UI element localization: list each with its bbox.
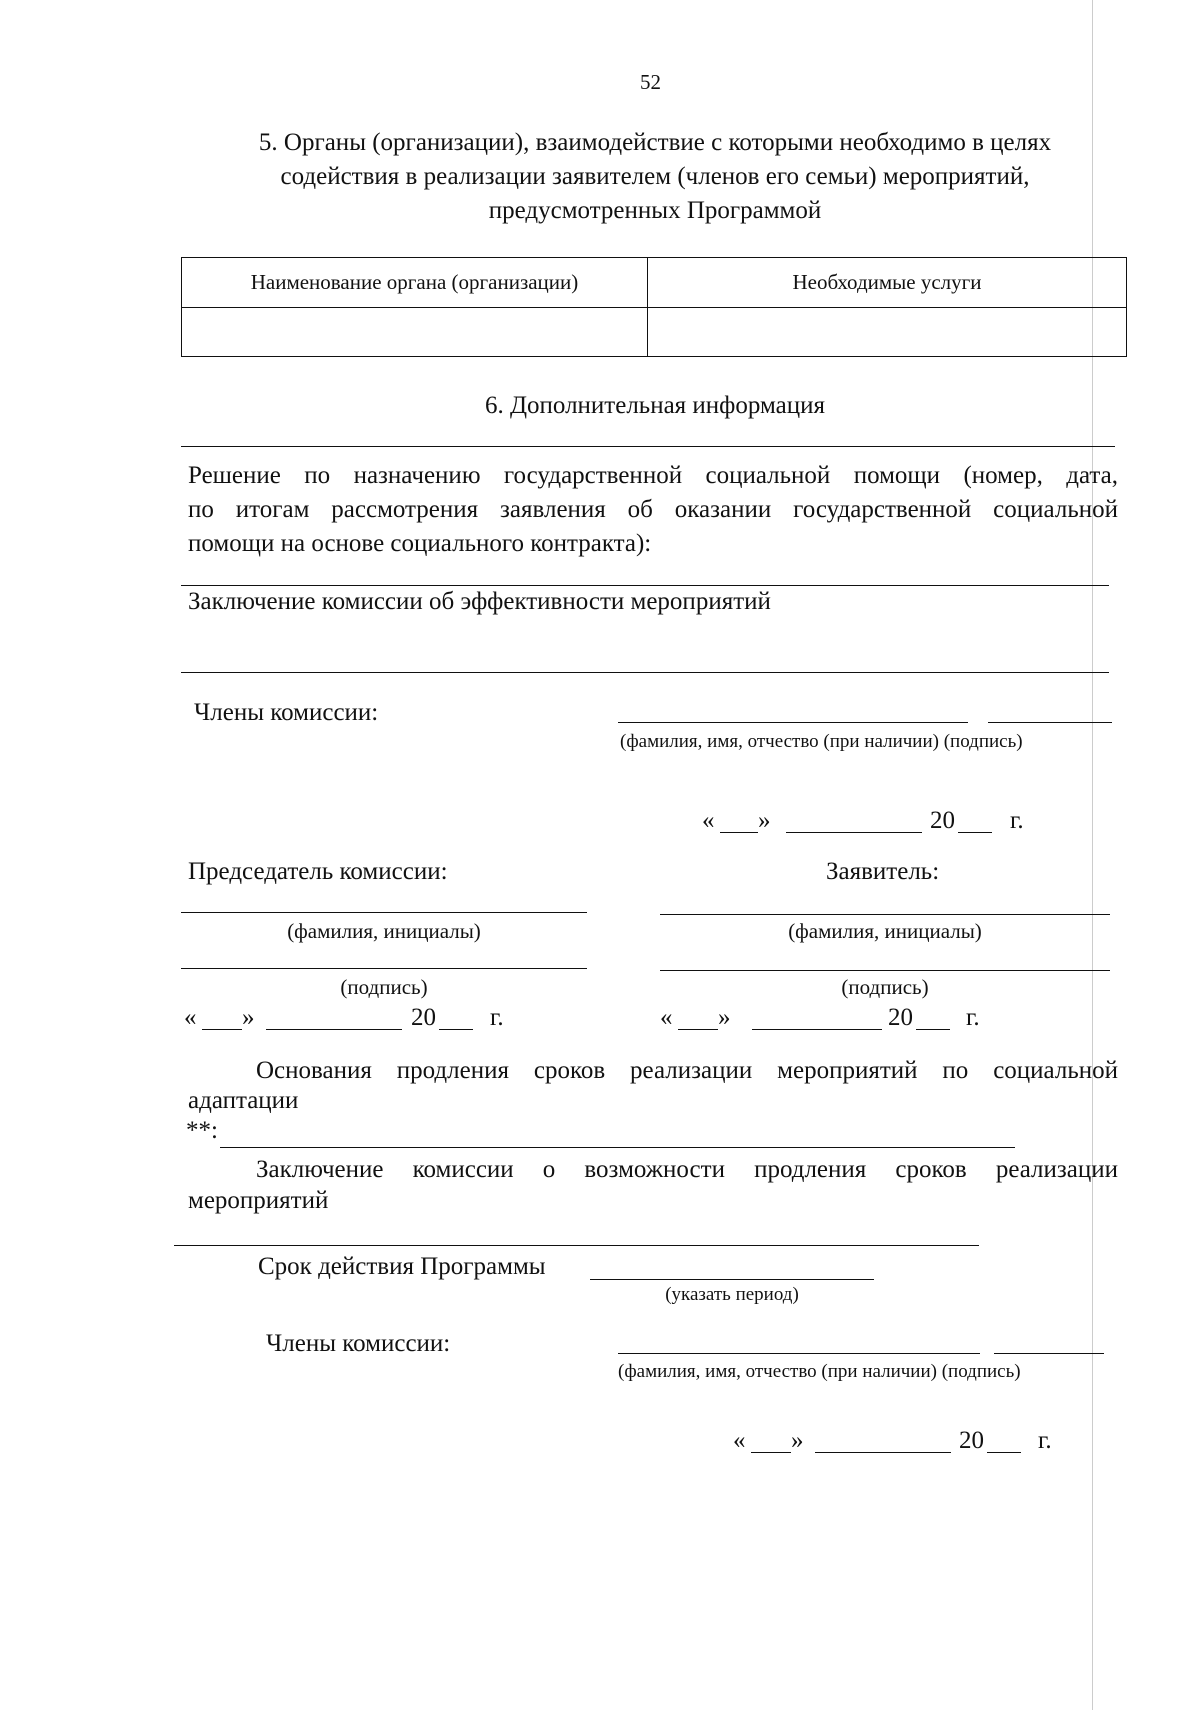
chairman-date-day-line[interactable] [202,1029,242,1030]
final-date-open: « [733,1427,746,1454]
extension-conclusion-line1: Заключение комиссии о возможности продления сроков реализации [256,1156,1118,1183]
final-date-day-line[interactable] [751,1452,791,1453]
date-month-line[interactable] [786,832,922,833]
date-year-prefix: 20 [930,807,955,834]
table-row [182,308,1127,357]
final-date-month-line[interactable] [815,1452,951,1453]
program-term-caption: (указать период) [665,1284,799,1305]
table-cell-organization[interactable] [182,308,648,357]
members-signature-line-2[interactable] [994,1353,1104,1354]
chairman-date-open: « [184,1004,197,1031]
extension-conclusion-field-line[interactable] [174,1245,979,1246]
applicant-date-suffix: г. [966,1004,980,1031]
members-name-line[interactable] [618,722,968,723]
members-label-2: Члены комиссии: [266,1330,451,1357]
members-name-line-2[interactable] [618,1353,980,1354]
table-header-services: Необходимые услуги [648,258,1127,308]
applicant-name-line[interactable] [660,914,1110,915]
chairman-date-year-line[interactable] [439,1029,473,1030]
applicant-date-open: « [660,1004,673,1031]
decision-line1: Решение по назначению государственной социальной помощи (номер, дата, [188,462,1118,489]
section5-title-line2: содействия в реализации заявителем (членов его семьи) мероприятий, [280,163,1030,190]
additional-info-line[interactable] [181,446,1115,447]
section5-title-line1: 5. Органы (организации), взаимодействие с которыми необходимо в целях [258,129,1052,156]
applicant-date-year: 20 [888,1004,913,1031]
table-cell-services[interactable] [648,308,1127,357]
date-day-line[interactable] [720,832,758,833]
program-term-label: Срок действия Программы [258,1253,546,1280]
members-caption-2: (фамилия, имя, отчество (при наличии) (подпись) [618,1361,1021,1382]
applicant-date-month-line[interactable] [752,1029,882,1030]
table-header-organization: Наименование органа (организации) [182,258,648,308]
extension-line2: адаптации [188,1087,299,1114]
applicant-signature-caption: (подпись) [841,975,929,999]
decision-line2: по итогам рассмотрения заявления об оказании государственной социальной [188,496,1118,523]
page-number: 52 [640,70,661,94]
applicant-signature-line[interactable] [660,970,1110,971]
date-close-quote: » [758,807,771,834]
conclusion-label: Заключение комиссии об эффективности мероприятий [188,588,771,615]
chairman-label: Председатель комиссии: [188,858,448,885]
members-caption: (фамилия, имя, отчество (при наличии) (подпись) [620,731,1023,752]
chairman-signature-line[interactable] [181,968,587,969]
applicant-date-day-line[interactable] [678,1029,718,1030]
applicant-date-close: » [718,1004,731,1031]
extension-mark: **: [186,1117,218,1144]
date-year-line[interactable] [958,832,992,833]
date-open-quote: « [702,807,715,834]
chairman-date-suffix: г. [490,1004,504,1031]
section5-title-line3: предусмотренных Программой [488,197,822,224]
program-term-field-line[interactable] [590,1279,874,1280]
final-date-year: 20 [959,1427,984,1454]
final-date-year-line[interactable] [987,1452,1021,1453]
final-date-suffix: г. [1038,1427,1052,1454]
chairman-date-close: » [242,1004,255,1031]
decision-line3: помощи на основе социального контракта): [188,530,652,557]
chairman-name-caption: (фамилия, инициалы) [287,919,481,943]
conclusion-field-line[interactable] [181,672,1109,673]
table-header-row [182,258,1127,308]
applicant-name-caption: (фамилия, инициалы) [788,919,982,943]
extension-conclusion-line2: мероприятий [188,1187,329,1214]
applicant-label: Заявитель: [826,858,940,885]
chairman-signature-caption: (подпись) [340,975,428,999]
organizations-table [181,257,1127,357]
extension-line1: Основания продления сроков реализации мероприятий по социальной [256,1057,1118,1084]
extension-field-line[interactable] [220,1147,1015,1148]
chairman-name-line[interactable] [181,912,587,913]
chairman-date-year: 20 [411,1004,436,1031]
chairman-date-month-line[interactable] [266,1029,402,1030]
final-date-close: » [791,1427,804,1454]
members-signature-line[interactable] [988,722,1112,723]
date-suffix: г. [1010,807,1024,834]
applicant-date-year-line[interactable] [916,1029,950,1030]
section6-title: 6. Дополнительная информация [484,392,826,419]
members-label: Члены комиссии: [194,699,379,726]
